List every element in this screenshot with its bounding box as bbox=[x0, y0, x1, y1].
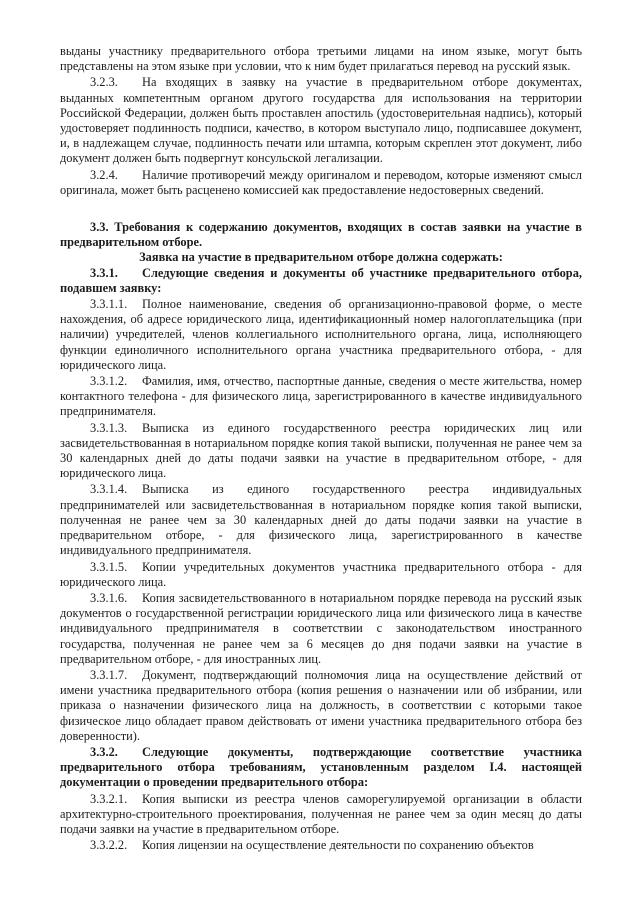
sub-clause bbox=[60, 421, 582, 482]
clause-3-2-3 bbox=[60, 75, 582, 166]
spacer bbox=[60, 198, 582, 220]
sub-clause bbox=[60, 668, 582, 744]
sub-clause-text: Фамилия, имя, отчество, паспортные данные, сведения о месте жительства, номер контактного телефона - для физического лица, зарегистрированного в качестве индивидуального предпринимателя. bbox=[60, 374, 582, 419]
sub-clause-number: 3.3.1.2. bbox=[90, 374, 128, 389]
clause-3-3-2 bbox=[60, 745, 582, 791]
clause-3-3-1 bbox=[60, 266, 582, 296]
clause-number: 3.2.4. bbox=[90, 167, 118, 182]
sub-clause-text: Копия лицензии на осуществление деятельности по сохранению объектов bbox=[142, 838, 534, 853]
sub-clause bbox=[60, 374, 582, 420]
clause-number: 3.3.2. bbox=[90, 744, 118, 759]
sub-clause-number: 3.3.1.6. bbox=[90, 590, 128, 605]
sub-clause bbox=[60, 838, 582, 853]
sub-clause-number: 3.3.1.3. bbox=[90, 420, 128, 435]
sub-clause-text: Копия выписки из реестра членов саморегулируемой организации в области архитектурно-строительного проектирования, полученная не ранее чем за один месяц до даты подачи заявки на участие в предварительном отборе. bbox=[60, 791, 582, 836]
clause-text: Следующие сведения и документы об участнике предварительного отбора, подавшем заявку: bbox=[60, 265, 582, 295]
sub-clause-text: Полное наименование, сведения об организационно-правовой форме, о месте нахождения, об адресе юридического лица, идентификационный номер налогоплательщика (при наличии) учредителей, членов коллегиального исполнительного органа, лица, исполняющего функции единоличного исполнительного органа участника предварительного отбора, - для юридического лица. bbox=[60, 297, 582, 372]
clause-list-3-3-2 bbox=[60, 792, 582, 854]
sub-clause-number: 3.3.1.1. bbox=[90, 297, 128, 312]
sub-clause-number: 3.3.2.1. bbox=[90, 791, 128, 806]
sub-clause-number: 3.3.2.2. bbox=[90, 838, 128, 853]
clause-3-2-4 bbox=[60, 168, 582, 198]
sub-clause bbox=[60, 792, 582, 838]
sub-clause bbox=[60, 482, 582, 558]
section-subtitle: Заявка на участие в предварительном отборе должна содержать: bbox=[139, 250, 503, 265]
sub-clause-text: Выписка из единого государственного реестра юридических лиц или засвидетельствованная в нотариальном порядке копия такой выписки, полученная не ранее чем за 30 календарных дней до даты подачи заявки на участие в предварительном отборе, - для юридического лица. bbox=[60, 420, 582, 481]
clause-text: На входящих в заявку на участие в предварительном отборе документах, выданных компетентным органом другого государства для использования на территории Российской Федерации, должен быть проставлен апостиль (удостоверительная надпись), который удостоверяет подлинность подписи, качество, в котором выступало лицо, подписавшее документ, и, в надлежащем случае, подлинность печати или штампа, которым скреплен этот документ, либо документ должен быть подвергнут консульской легализации. bbox=[60, 75, 582, 166]
clause-number: 3.2.3. bbox=[90, 75, 118, 90]
clause-number: 3.3.1. bbox=[90, 265, 118, 280]
sub-clause-number: 3.3.1.5. bbox=[90, 559, 128, 574]
clause-text: Наличие противоречий между оригиналом и переводом, которые изменяют смысл оригинала, может быть расценено комиссией как предоставление недостоверных сведений. bbox=[60, 167, 582, 197]
sub-clause bbox=[60, 591, 582, 667]
clause-text: Следующие документы, подтверждающие соответствие участника предварительного отбора требованиям, установленным разделом I.4. настоящей документации о проведении предварительного отбора: bbox=[60, 744, 582, 790]
sub-clause bbox=[60, 297, 582, 373]
sub-clause-number: 3.3.1.7. bbox=[90, 667, 128, 682]
sub-clause bbox=[60, 560, 582, 590]
sub-clause-text: Копия засвидетельствованного в нотариальном порядке перевода на русский язык документов о государственной регистрации юридического лица или физического лица в качестве индивидуального предпринимателя в соответствии с законодательством иностранного государства, полученная не ранее чем за 6 месяцев до дня подачи заявки на участие в предварительном отборе, - для иностранных лиц. bbox=[60, 590, 582, 666]
sub-clause-text: Документ, подтверждающий полномочия лица на осуществление действий от имени участника предварительного отбора (копия решения о назначении или об избрании, или приказа о назначении физического лица на должность, в соответствии с которыми такое физическое лицо обладает правом действовать от имени участника предварительного отбора без доверенности). bbox=[60, 667, 582, 743]
intro-paragraph: выданы участнику предварительного отбора третьими лицами на ином языке, могут быть представлены на этом языке при условии, что к ним будет прилагаться перевод на русский язык. bbox=[60, 44, 582, 74]
clause-list-3-3-1 bbox=[60, 297, 582, 744]
sub-clause-number: 3.3.1.4. bbox=[90, 482, 128, 497]
sub-clause-text: Выписка из единого государственного реестра индивидуальных предпринимателей или засвидетельствованная в нотариальном порядке копия такой выписки, полученная не ранее чем за 30 календарных дней до даты подачи заявки на участие в предварительном отборе, - для физического лица, зарегистрированного в качестве индивидуального предпринимателя. bbox=[60, 482, 582, 558]
section-title: 3.3. Требования к содержанию документов, входящих в состав заявки на участие в предварительном отборе. bbox=[60, 220, 582, 250]
sub-clause-text: Копии учредительных документов участника предварительного отбора - для юридического лица. bbox=[60, 559, 582, 589]
